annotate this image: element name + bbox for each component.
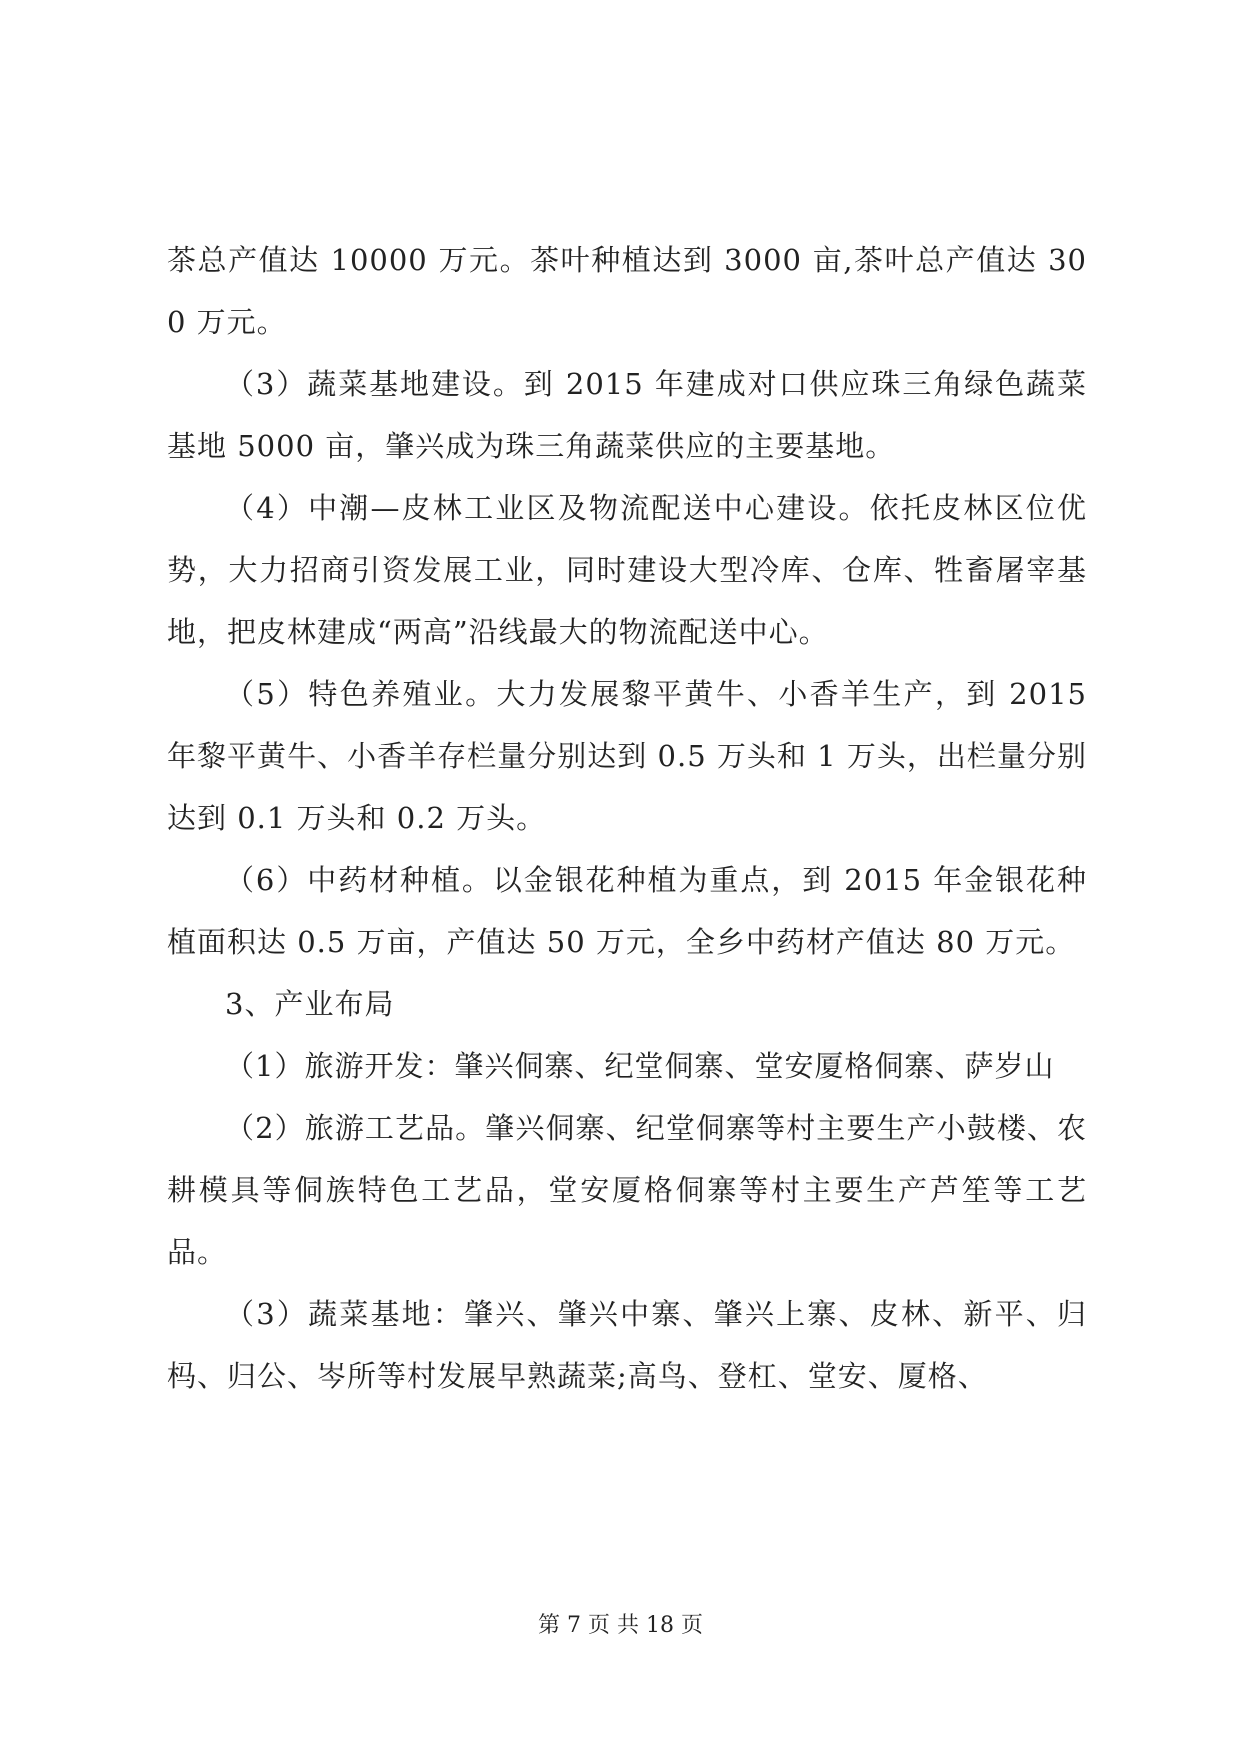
body-text [167,229,1087,1407]
paragraph-handicrafts: （2）旅游工艺品。肇兴侗寨、纪堂侗寨等村主要生产小鼓楼、农耕模具等侗族特色工艺品，堂安厦格侗寨等村主要生产芦笙等工艺品。 [167,1111,1087,1269]
paragraph-tourism: （1）旅游开发：肇兴侗寨、纪堂侗寨、堂安厦格侗寨、萨岁山 [225,1049,1055,1083]
paragraph-herbal-medicine: （6）中药材种植。以金银花种植为重点，到 2015 年金银花种植面积达 0.5 万亩，产值达 50 万元，全乡中药材产值达 80 万元。 [167,863,1087,959]
paragraph-vegetable-layout: （3）蔬菜基地：肇兴、肇兴中寨、肇兴上寨、皮林、新平、归杩、归公、岑所等村发展早熟蔬菜;高鸟、登杠、堂安、厦格、 [167,1297,1087,1393]
section-heading-industry-layout: 3、产业布局 [225,987,395,1021]
paragraph-industrial-zone: （4）中潮—皮林工业区及物流配送中心建设。依托皮林区位优势，大力招商引资发展工业，同时建设大型冷库、仓库、牲畜屠宰基地，把皮林建成“两高”沿线最大的物流配送中心。 [167,491,1087,649]
paragraph-vegetable-base: （3）蔬菜基地建设。到 2015 年建成对口供应珠三角绿色蔬菜基地 5000 亩，肇兴成为珠三角蔬菜供应的主要基地。 [167,367,1087,463]
paragraph-livestock: （5）特色养殖业。大力发展黎平黄牛、小香羊生产，到 2015 年黎平黄牛、小香羊存栏量分别达到 0.5 万头和 1 万头，出栏量分别达到 0.1 万头和 0.2 万头。 [167,677,1087,835]
page-footer: 第 7 页 共 18 页 [538,1613,703,1638]
paragraph-continuation: 茶总产值达 10000 万元。茶叶种植达到 3000 亩,茶叶总产值达 300 万元。 [167,243,1087,339]
